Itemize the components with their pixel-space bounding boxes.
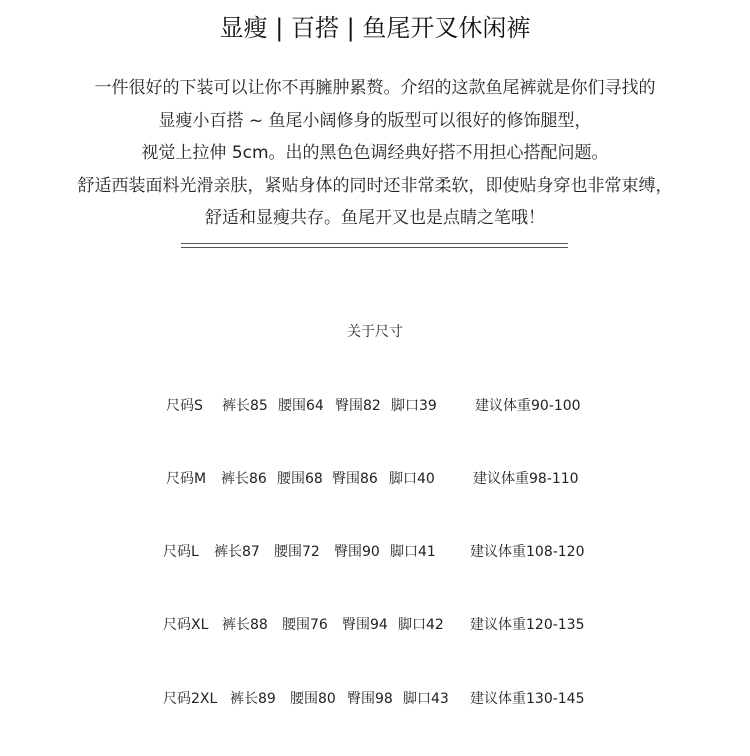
size-row-l <box>0 542 750 562</box>
size-label: 尺码L <box>163 544 199 560</box>
leg-opening: 脚口41 <box>390 544 436 560</box>
size-row-m <box>0 469 750 489</box>
size-row-s <box>0 396 750 416</box>
leg-opening: 脚口43 <box>403 691 449 707</box>
intro-line: 舒适和显瘦共存。鱼尾开叉也是点睛之笔哦！ <box>205 208 545 228</box>
waist: 腰围68 <box>277 471 323 487</box>
intro-paragraph <box>0 72 750 235</box>
hip: 臀围98 <box>347 691 393 707</box>
hip: 臀围94 <box>342 617 388 633</box>
page-title: 显瘦 | 百搭 | 鱼尾开叉休闲裤 <box>219 14 531 42</box>
suggested-weight: 建议体重90-100 <box>475 398 581 414</box>
suggested-weight: 建议体重108-120 <box>470 544 585 560</box>
suggested-weight: 建议体重120-135 <box>470 617 585 633</box>
intro-line: 舒适西装面料光滑亲肤，紧贴身体的同时还非常柔软，即使贴身穿也非常束缚， <box>77 175 673 196</box>
pants-length: 裤长87 <box>214 544 260 560</box>
double-divider <box>181 243 568 248</box>
pants-length: 裤长86 <box>221 471 267 487</box>
intro-line: 视觉上拉伸 5cm。出的黑色色调经典好搭不用担心搭配问题。 <box>141 143 609 163</box>
leg-opening: 脚口39 <box>391 398 437 414</box>
size-label: 尺码XL <box>163 617 209 633</box>
hip: 臀围90 <box>334 544 380 560</box>
size-label: 尺码S <box>166 398 203 414</box>
size-row-2xl <box>0 689 750 709</box>
leg-opening: 脚口42 <box>398 617 444 633</box>
intro-line: 显瘦小百搭 ~ 鱼尾小阔修身的版型可以很好的修饰腿型， <box>158 110 592 131</box>
size-row-xl <box>0 615 750 635</box>
intro-line: 一件很好的下装可以让你不再臃肿累赘。介绍的这款鱼尾裤就是你们寻找的 <box>94 78 656 98</box>
waist: 腰围76 <box>282 617 328 633</box>
waist: 腰围64 <box>278 398 324 414</box>
waist: 腰围72 <box>274 544 320 560</box>
pants-length: 裤长89 <box>230 691 276 707</box>
hip: 臀围86 <box>332 471 378 487</box>
size-label: 尺码M <box>166 471 207 487</box>
leg-opening: 脚口40 <box>389 471 435 487</box>
size-heading: 关于尺寸 <box>347 324 403 340</box>
size-label: 尺码2XL <box>163 691 218 707</box>
waist: 腰围80 <box>290 691 336 707</box>
pants-length: 裤长88 <box>222 617 268 633</box>
hip: 臀围82 <box>335 398 381 414</box>
suggested-weight: 建议体重130-145 <box>470 691 585 707</box>
pants-length: 裤长85 <box>222 398 268 414</box>
suggested-weight: 建议体重98-110 <box>473 471 579 487</box>
